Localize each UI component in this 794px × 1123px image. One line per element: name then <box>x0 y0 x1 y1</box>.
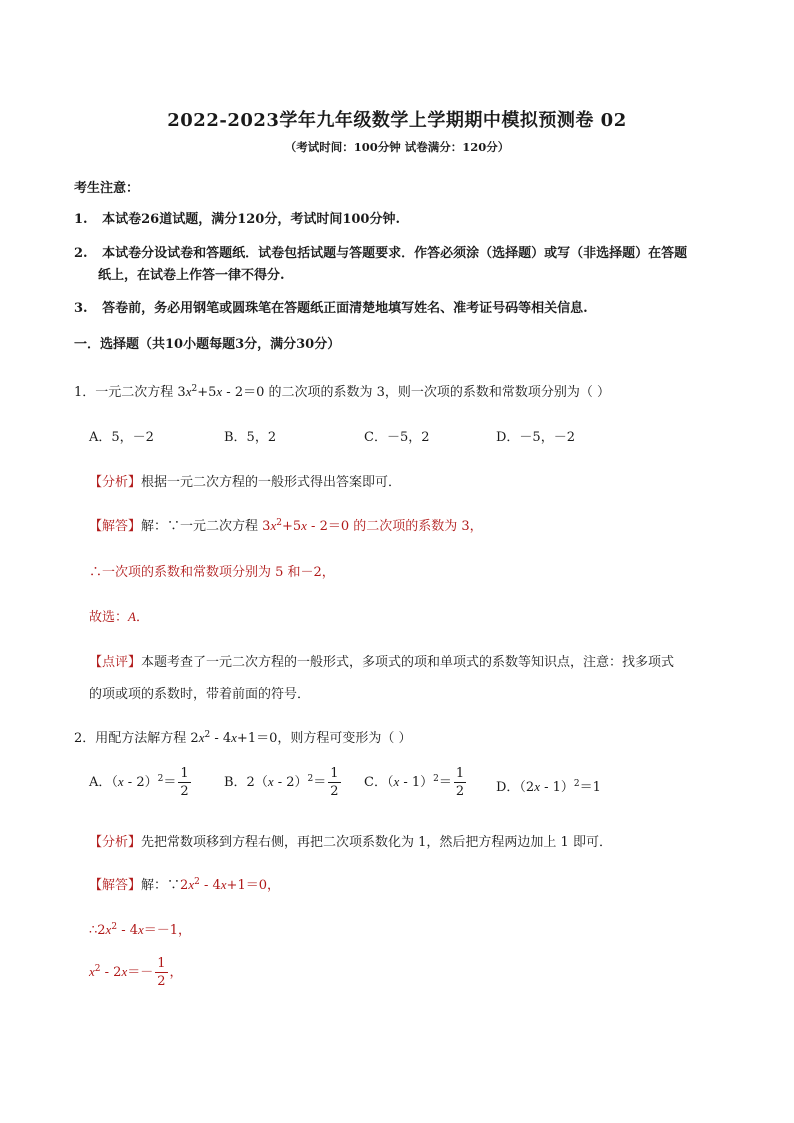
answer-tag: 【解答】 <box>89 878 142 893</box>
notice-item-number: 1. <box>74 212 88 227</box>
analysis-text: 先把常数项移到方程右侧，再把二次项系数化为 1，然后把方程两边加上 1 即可． <box>141 835 612 850</box>
stem-text: - 4 <box>210 731 232 746</box>
notice-item-text: 答卷前，务必用钢笔或圆珠笔在答题纸正面清楚地填写姓名、准考证号码等相关信息. <box>102 301 588 316</box>
equation-part: 3 <box>262 519 271 534</box>
fraction-denominator: 2 <box>330 784 339 799</box>
equation-part: ＝－ <box>127 965 154 980</box>
notice-item-number: 3. <box>74 301 88 316</box>
question-1-option-d: D．－5，－2 <box>496 430 575 445</box>
exponent: 2 <box>111 922 118 932</box>
fraction-numerator: 1 <box>455 766 465 781</box>
stem-text: 用配方法解方程 2 <box>95 731 199 746</box>
option-label: C．（ <box>364 775 394 790</box>
question-2-option-a <box>89 767 193 798</box>
exponent: 2 <box>307 774 314 784</box>
choice-text: ． <box>135 610 149 625</box>
equation-part: ， <box>169 965 183 980</box>
choice-value: A <box>128 609 136 624</box>
exponent: 2 <box>433 774 439 784</box>
exponent: 2 <box>276 518 282 528</box>
math-variable: x <box>301 518 307 533</box>
equation-part: - 2＝0 <box>306 519 350 534</box>
fraction <box>155 957 167 988</box>
stem-text: +1＝0，则方程可变形为（ ） <box>236 731 412 746</box>
analysis-text: 根据一元二次方程的一般形式得出答案即可． <box>141 475 402 490</box>
question-1-solution-line: ∴一次项的系数和常数项分别为 5 和－2， <box>89 565 335 580</box>
notice-item-1 <box>74 208 400 227</box>
math-variable: x <box>185 384 192 399</box>
question-1-comment-continued: 的项或项的系数时，带着前面的符号． <box>89 687 311 702</box>
math-variable: x <box>534 779 540 794</box>
question-1-analysis <box>89 471 401 490</box>
option-label: D．（2 <box>496 780 535 795</box>
answer-text: 解：∵ <box>141 878 181 893</box>
question-number: 1． <box>74 385 96 400</box>
fraction-denominator: 2 <box>455 784 465 799</box>
math-variable: x <box>117 774 124 789</box>
math-variable: x <box>393 774 400 789</box>
equation-part: 2 <box>180 878 189 893</box>
exponent: 2 <box>157 774 164 784</box>
math-variable: x <box>267 774 274 789</box>
equation-part: ＝－1， <box>143 923 192 938</box>
notice-item-number: 2. <box>74 246 88 261</box>
question-1-choice <box>89 606 149 625</box>
question-2-analysis <box>89 831 612 850</box>
math-variable: x <box>231 730 237 745</box>
equation-part: +1＝0， <box>226 878 280 893</box>
equation-part: - 4 <box>199 878 221 893</box>
equation-part: - 2 <box>100 965 122 980</box>
option-label: A．（ <box>89 775 118 790</box>
fraction <box>178 767 190 798</box>
option-text: - 1） <box>539 780 574 795</box>
fraction-numerator: 1 <box>157 956 166 971</box>
question-1-option-c: C．－5，2 <box>364 430 430 445</box>
question-1-option-b: B．5，2 <box>224 430 277 445</box>
math-variable: x <box>138 922 144 937</box>
question-2-option-b <box>224 767 343 798</box>
fraction-denominator: 2 <box>180 784 189 799</box>
notice-item-text: 本试卷26道试题，满分120分，考试时间100分钟. <box>102 212 400 227</box>
exponent: 2 <box>194 877 200 887</box>
math-variable: x <box>121 964 128 979</box>
answer-text: 的二次项的系数为 3， <box>349 519 483 534</box>
option-text: ＝ <box>163 775 177 790</box>
answer-tag: 【解答】 <box>89 519 142 534</box>
analysis-tag: 【分析】 <box>89 475 142 490</box>
notice-heading: 考生注意： <box>74 181 140 196</box>
option-text: - 2） <box>123 775 158 790</box>
section-heading: 一．选择题（共10小题每题3分，满分30分） <box>74 337 341 352</box>
notice-item-3 <box>74 297 588 316</box>
fraction <box>328 767 340 798</box>
equation-part: +5 <box>281 519 302 534</box>
math-variable: x <box>198 730 205 745</box>
option-text: ＝1 <box>579 780 601 795</box>
math-variable: x <box>220 877 227 892</box>
question-2-stem <box>74 727 412 746</box>
question-2-answer <box>89 874 280 893</box>
notice-item-text: 本试卷分设试卷和答题纸．试卷包括试题与答题要求．作答必须涂（选择题）或写（非选择题）在答题 <box>102 246 688 261</box>
notice-item-2-continued: 纸上，在试卷上作答一律不得分. <box>98 268 285 283</box>
fraction-denominator: 2 <box>157 974 166 989</box>
option-text: - 1） <box>399 775 434 790</box>
analysis-tag: 【分析】 <box>89 835 142 850</box>
stem-text: 一元二次方程 3 <box>95 385 186 400</box>
page-title: 2022-2023学年九年级数学上学期期中模拟预测卷 02 <box>167 110 627 131</box>
math-variable: x <box>105 922 112 937</box>
question-1-answer <box>89 515 483 534</box>
equation-part: - 4 <box>117 923 138 938</box>
math-variable: x <box>270 518 277 533</box>
choice-text: 故选： <box>89 610 129 625</box>
math-variable: x <box>89 964 95 979</box>
exponent: 2 <box>204 730 211 740</box>
page-subtitle: （考试时间：100分钟 试卷满分：120分） <box>284 140 510 154</box>
stem-text: +5 <box>197 385 217 400</box>
question-1-option-a: A．5，－2 <box>89 430 154 445</box>
question-number: 2． <box>74 731 96 746</box>
fraction-numerator: 1 <box>180 766 189 781</box>
math-variable: x <box>216 384 223 399</box>
answer-equation <box>180 878 280 893</box>
math-variable: x <box>188 877 195 892</box>
question-2-option-c <box>364 767 468 798</box>
stem-text: - 2＝0 的二次项的系数为 3，则一次项的系数和常数项分别为（ ） <box>222 385 611 400</box>
question-2-option-d <box>496 776 601 795</box>
fraction <box>454 767 466 798</box>
exponent: 2 <box>191 384 198 394</box>
question-2-solution-step-2 <box>89 957 183 988</box>
answer-text: 解：∵一元二次方程 <box>141 519 263 534</box>
question-1-comment <box>89 651 674 670</box>
option-text: ＝ <box>313 775 327 790</box>
question-1-stem <box>74 381 610 400</box>
equation-part: ∴2 <box>89 923 106 938</box>
notice-item-2 <box>74 242 687 261</box>
exponent: 2 <box>573 779 580 789</box>
answer-equation <box>262 519 349 534</box>
exponent: 2 <box>94 964 101 974</box>
question-2-solution-step-1 <box>89 919 191 938</box>
option-text: ＝ <box>438 775 452 790</box>
fraction-numerator: 1 <box>330 766 339 781</box>
comment-tag: 【点评】 <box>89 655 142 670</box>
option-text: - 2） <box>273 775 308 790</box>
comment-text: 本题考查了一元二次方程的一般形式，多项式的项和单项式的系数等知识点，注意：找多项式 <box>141 655 675 670</box>
option-label: B．2（ <box>224 775 268 790</box>
